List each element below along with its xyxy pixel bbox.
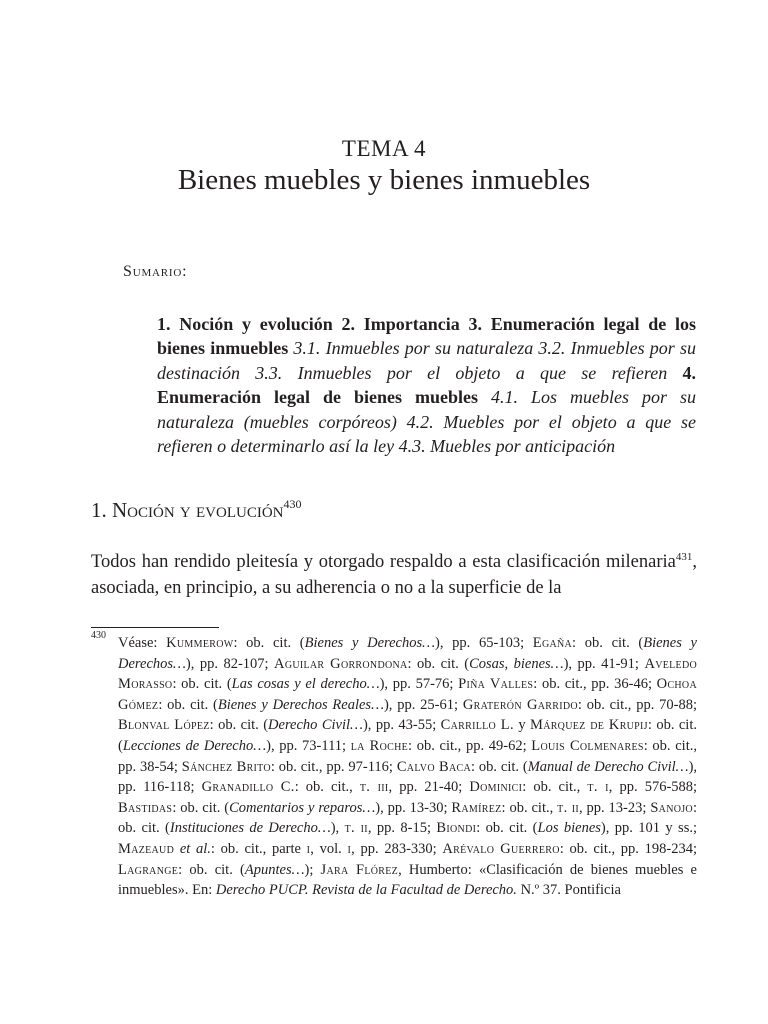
footnote-text-segment: : ob. cit. ( — [172, 676, 232, 693]
footnote-author-segment: Bastidas — [118, 799, 173, 816]
footnote-body — [118, 633, 697, 901]
footnote-text-segment: N.º 37. Pontificia — [516, 882, 621, 899]
footnote-author-segment: t. ii — [344, 820, 368, 837]
body-text-1: Todos han rendido pleitesía y otorgado respaldo a esta clasificación milenaria — [91, 552, 676, 572]
footnote-author-segment: t. iii — [359, 779, 389, 796]
footnote-text-segment: ), pp. 116-118; — [118, 758, 698, 796]
footnote-text-segment: , pp. 13-23; — [578, 799, 651, 816]
footnote-italic-segment: Las cosas y el derecho… — [231, 676, 380, 693]
footnote-author-segment: t. ii — [557, 799, 579, 816]
footnote-text-segment: ), pp. 101 y ss.; — [600, 820, 697, 837]
sumario-label: Sumario: — [123, 263, 188, 280]
footnote-author-segment: Sánchez Brito — [181, 758, 271, 775]
footnote-text-segment: : ob. cit., parte — [210, 840, 307, 857]
footnote-author-segment: Kummerow — [166, 635, 234, 651]
footnote-text-segment: , Humberto: «Clasificación de bienes muebles e inmuebles». En: — [118, 861, 697, 899]
footnote-text-segment: ), pp. 13-30; — [375, 799, 452, 816]
footnote-text-segment: : ob. cit. ( — [572, 635, 644, 651]
chapter-label: TEMA 4 — [341, 136, 427, 161]
footnote-author-segment: Ochoa Gómez — [118, 676, 697, 713]
footnote-text-segment: : ob. cit., pp. 97-116; — [270, 758, 397, 775]
footnote-author-segment: Dominici — [469, 779, 523, 796]
footnote-author-segment: Aguilar Gorrondona — [274, 655, 408, 672]
footnote-text-segment: : ob. cit. ( — [476, 820, 538, 837]
sumario-italic-2: 4.1. Los muebles por su naturaleza (muebles corpóreos) 4.2. Muebles por el objeto a que se refieren o determinarlo así la ley 4.3. Muebles por anticipación — [157, 387, 697, 457]
footnote-italic-segment: Los bienes — [537, 820, 601, 837]
footnote-text-segment: : ob. cit., pp. 36-46; — [533, 676, 657, 693]
footnote-author-segment: Lagrange — [118, 861, 179, 878]
footnote-author-segment: Louis Colmenares — [531, 737, 644, 754]
footnote-text-segment: ), pp. 65-103; — [435, 635, 533, 651]
footnote-italic-segment: Lecciones de Derecho… — [122, 737, 267, 754]
footnote-author-segment: Granadillo C. — [201, 779, 295, 796]
footnote-text-segment: ), pp. 82-107; — [185, 655, 275, 672]
sumario-bold-1: 1. Noción y evolución 2. Importancia 3. Enumeración legal de los bienes inmuebles — [157, 314, 696, 359]
section-heading — [91, 497, 301, 523]
footnote-author-segment: Calvo Baca — [396, 758, 472, 775]
footnote-text-segment: , pp. 8-15; — [367, 820, 437, 837]
footnote-text-segment: : ob. cit. ( — [118, 717, 697, 754]
footnote-author-segment: t. i — [587, 779, 609, 796]
sumario-italic-1: 3.1. Inmuebles por su naturaleza 3.2. Inmuebles por su destinación 3.3. Inmuebles por el objeto a que se refieren — [157, 338, 696, 383]
footnote-text-segment: : ob. cit. ( — [178, 861, 245, 878]
footnote-author-segment: Ramírez — [451, 799, 502, 816]
sumario-body — [157, 312, 696, 458]
footnote-italic-segment: Derecho PUCP. Revista de la Facultad de Derecho. — [215, 882, 517, 899]
footnote-text-segment: ), pp. 43-55; — [362, 717, 441, 734]
footnote-text-segment: : ob. cit., pp. 198-234; — [559, 840, 698, 857]
footnote-text-segment: : ob. cit. ( — [209, 717, 269, 734]
footnote-text-segment: : ob. cit. ( — [233, 635, 305, 651]
footnote-author-segment: Aveledo Morasso — [118, 655, 697, 693]
footnote-italic-segment: Bienes y Derechos Reales… — [217, 696, 384, 713]
footnote-ref-430[interactable]: 430 — [283, 497, 302, 511]
footnote-author-segment: la Roche — [350, 737, 409, 754]
footnote-italic-segment: Comentarios y reparos… — [229, 799, 376, 816]
footnote-italic-segment: Manual de Derecho Civil… — [527, 758, 689, 775]
footnote-text-segment: , pp. 21-40; — [388, 779, 470, 796]
footnote-author-segment: i — [306, 840, 311, 857]
footnote-text-segment: : ob. cit. ( — [172, 799, 230, 816]
footnote-author-segment: Arévalo Guerrero — [442, 840, 560, 857]
footnote-author-segment: Mazeaud — [118, 840, 175, 857]
footnote-author-segment: Graterón Garrido — [462, 696, 578, 713]
footnote-text-segment: ), pp. 73-111; — [266, 737, 351, 754]
footnote-italic-segment: Bienes y Derechos… — [304, 635, 436, 651]
body-paragraph — [91, 545, 697, 601]
footnote-italic-segment: Derecho Civil… — [268, 717, 363, 734]
footnote-text-segment: ), pp. 57-76; — [379, 676, 459, 693]
footnote-text-segment: , pp. 283-330; — [351, 840, 443, 857]
footnote-author-segment: i — [347, 840, 352, 857]
footnote-text-segment: : ob. cit. ( — [118, 799, 697, 837]
footnote-text-segment: ), — [330, 820, 345, 837]
footnote-italic-segment: Apuntes… — [244, 861, 305, 878]
footnote-text-segment: y — [513, 717, 530, 734]
footnote-author-segment: Egaña — [532, 635, 573, 651]
footnote-ref-431[interactable]: 431 — [675, 551, 693, 563]
sumario-bold-2: 4. Enumeración legal de bienes muebles — [157, 362, 697, 408]
footnote-author-segment: Biondi — [436, 820, 477, 837]
footnote-text-segment: ); — [304, 861, 321, 878]
footnote-text-segment: : ob. cit., pp. 49-62; — [408, 737, 532, 754]
footnote-text-segment: , vol. — [310, 840, 348, 857]
footnote-italic-segment: Bienes y Derechos… — [118, 635, 697, 672]
chapter-title: Bienes muebles y bienes inmuebles — [177, 164, 591, 196]
footnote-author-segment: Blonval López — [118, 717, 210, 734]
footnote-text-segment: : ob. cit., — [294, 779, 360, 796]
footnote-author-segment: Piña Valles — [458, 676, 534, 693]
footnote-text-segment: : ob. cit., — [522, 779, 588, 796]
footnote-text-segment: ), pp. 41-91; — [563, 655, 645, 672]
footnote-separator — [91, 627, 219, 628]
footnote-italic-segment: et al. — [179, 840, 211, 857]
footnote-author-segment: Márquez de Krupij — [530, 717, 648, 734]
footnote-text-segment: ), pp. 25-61; — [383, 696, 463, 713]
footnote-author-segment: Jara Flórez — [320, 861, 399, 878]
footnote-text-segment: : ob. cit. ( — [407, 655, 470, 672]
footnote-author-segment: Sanojo — [650, 799, 693, 816]
footnote-number: 430 — [91, 630, 106, 641]
footnote-italic-segment: Cosas, bienes… — [469, 655, 564, 672]
footnote-text-segment: : ob. cit., — [501, 799, 558, 816]
footnote-text-segment: : ob. cit., pp. 70-88; — [577, 696, 698, 713]
footnote-author-segment: Carrillo L. — [440, 717, 514, 734]
footnote-text-segment: : ob. cit., pp. 38-54; — [118, 737, 697, 775]
footnote-italic-segment: Instituciones de Derecho… — [169, 820, 331, 837]
footnote-text-segment: Véase: — [118, 635, 167, 651]
footnote-text-segment: , pp. 576-588; — [608, 779, 698, 796]
footnote-text-segment: : ob. cit. ( — [158, 696, 218, 713]
body-text-2: , asociada, en principio, a su adherencia o no a la superficie de la — [91, 552, 697, 598]
section-heading-text: 1. Noción y evolución — [91, 498, 284, 522]
footnote-text-segment: : ob. cit. ( — [471, 758, 528, 775]
